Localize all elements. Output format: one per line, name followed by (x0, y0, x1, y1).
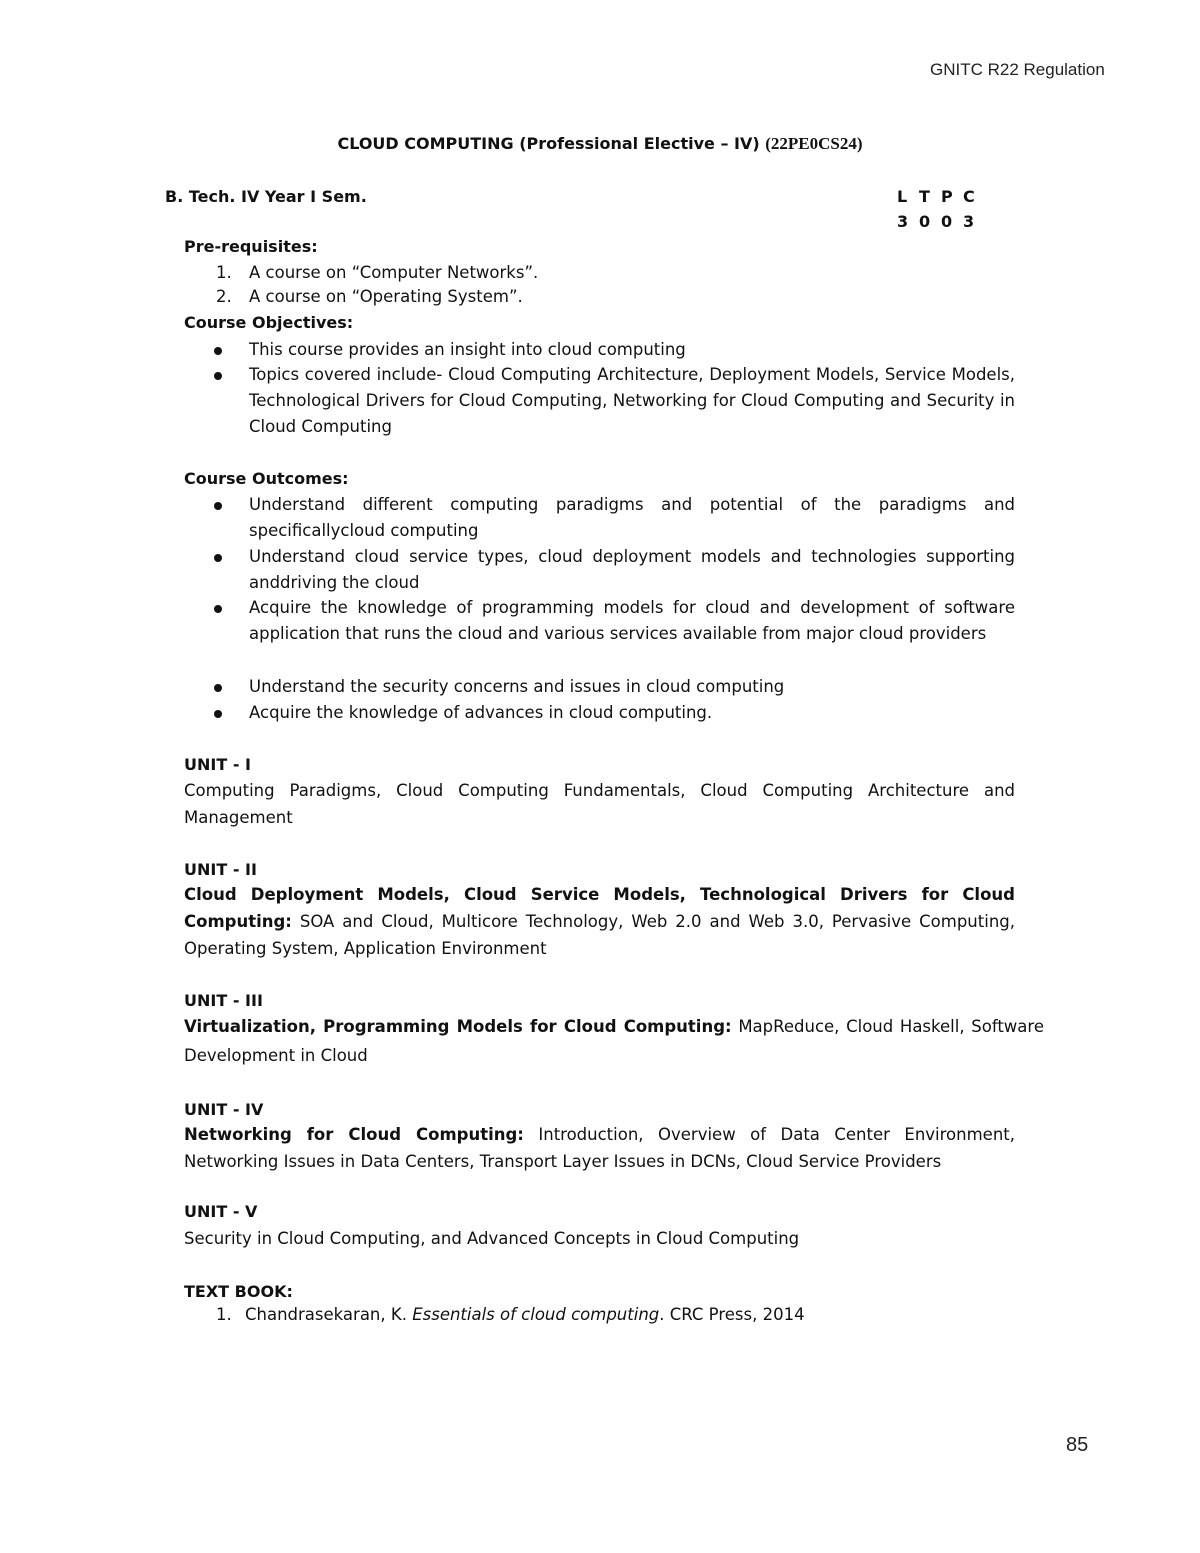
unit-1-heading: UNIT - I (184, 755, 251, 774)
unit-2-heading: UNIT - II (184, 860, 257, 879)
unit-3-heading: UNIT - III (184, 991, 263, 1010)
unit-4-bold: Networking for Cloud Computing: (184, 1125, 524, 1144)
ltpc-label-l: L (897, 187, 908, 206)
textbook-publisher: . CRC Press, 2014 (659, 1305, 805, 1324)
course-title (0, 134, 1200, 154)
ltpc-value-t: 0 (919, 212, 931, 231)
unit-2-text: SOA and Cloud, Multicore Technology, Web 2.0 and Web 3.0, Pervasive Computing, Operating System, Application Environment (184, 912, 1015, 958)
ltpc-values (897, 212, 985, 231)
ltpc-label-t: T (919, 187, 930, 206)
unit-3-content (184, 1012, 1044, 1070)
page-number: 85 (1066, 1434, 1089, 1456)
unit-4-heading: UNIT - IV (184, 1100, 264, 1119)
textbook-entry (245, 1305, 805, 1324)
outcome-item-2: Understand cloud service types, cloud deployment models and technologies supporting anddriving the cloud (249, 547, 1015, 592)
outcome-item-4: Understand the security concerns and issues in cloud computing (249, 677, 785, 696)
bullet-icon (214, 347, 222, 355)
prerequisites-heading: Pre-requisites: (184, 237, 318, 256)
bullet-icon (214, 502, 222, 510)
bullet-icon (214, 684, 222, 692)
textbook-title: Essentials of cloud computing (412, 1305, 660, 1324)
bullet-icon (214, 372, 222, 380)
bullet-icon (214, 554, 222, 562)
course-code: (22PE0CS24) (765, 134, 863, 153)
outcome-item-5: Acquire the knowledge of advances in cloud computing. (249, 703, 713, 722)
course-title-main: CLOUD COMPUTING (Professional Elective – IV) (337, 134, 760, 153)
ltpc-label-p: P (941, 187, 953, 206)
unit-3-bold: Virtualization, Programming Models for Cloud Computing: (184, 1017, 732, 1036)
unit-5-content (184, 1225, 1015, 1252)
unit-4-content (184, 1121, 1015, 1175)
textbook-heading: TEXT BOOK: (184, 1282, 293, 1301)
regulation-header: GNITC R22 Regulation (930, 60, 1105, 79)
ltpc-value-c: 3 (963, 212, 975, 231)
outcomes-heading: Course Outcomes: (184, 469, 349, 488)
ltpc-value-p: 0 (941, 212, 953, 231)
objectives-heading: Course Objectives: (184, 313, 354, 332)
prereq-item-1: A course on “Computer Networks”. (249, 263, 539, 282)
textbook-author: Chandrasekaran, K. (245, 1305, 413, 1324)
ltpc-label-c: C (963, 187, 975, 206)
semester-label: B. Tech. IV Year I Sem. (165, 187, 367, 206)
prereq-num-2: 2. (216, 287, 232, 306)
ltpc-labels (897, 187, 985, 206)
bullet-icon (214, 605, 222, 613)
unit-2-bold: Cloud Deployment Models, Cloud Service Models, Technological Drivers for Cloud Computing: (184, 885, 1015, 931)
unit-4-text: Introduction, Overview of Data Center Environment, Networking Issues in Data Centers, Transport Layer Issues in DCNs, Cloud Service Providers (184, 1125, 1015, 1171)
bullet-icon (214, 710, 222, 718)
outcome-item-3: Acquire the knowledge of programming models for cloud and development of software application that runs the cloud and various services available from major cloud providers (249, 598, 1015, 643)
unit-5-heading: UNIT - V (184, 1202, 258, 1221)
prereq-num-1: 1. (216, 263, 232, 282)
unit-1-text: Computing Paradigms, Cloud Computing Fundamentals, Cloud Computing Architecture and Management (184, 781, 1015, 827)
unit-2-content (184, 881, 1015, 962)
textbook-num: 1. (216, 1305, 232, 1324)
ltpc-value-l: 3 (897, 212, 909, 231)
prereq-item-2: A course on “Operating System”. (249, 287, 523, 306)
outcome-item-1: Understand different computing paradigms and potential of the paradigms and specificallycloud computing (249, 495, 1015, 540)
unit-1-content (184, 777, 1015, 831)
objective-item-2: Topics covered include- Cloud Computing Architecture, Deployment Models, Service Models, Technological Drivers for Cloud Computing, Networking for Cloud Computing and Security in Cloud Computing (249, 365, 1015, 436)
unit-5-text: Security in Cloud Computing, and Advanced Concepts in Cloud Computing (184, 1229, 800, 1248)
unit-3-text: MapReduce, Cloud Haskell, Software Development in Cloud (184, 1017, 1044, 1065)
objective-item-1: This course provides an insight into cloud computing (249, 340, 686, 359)
